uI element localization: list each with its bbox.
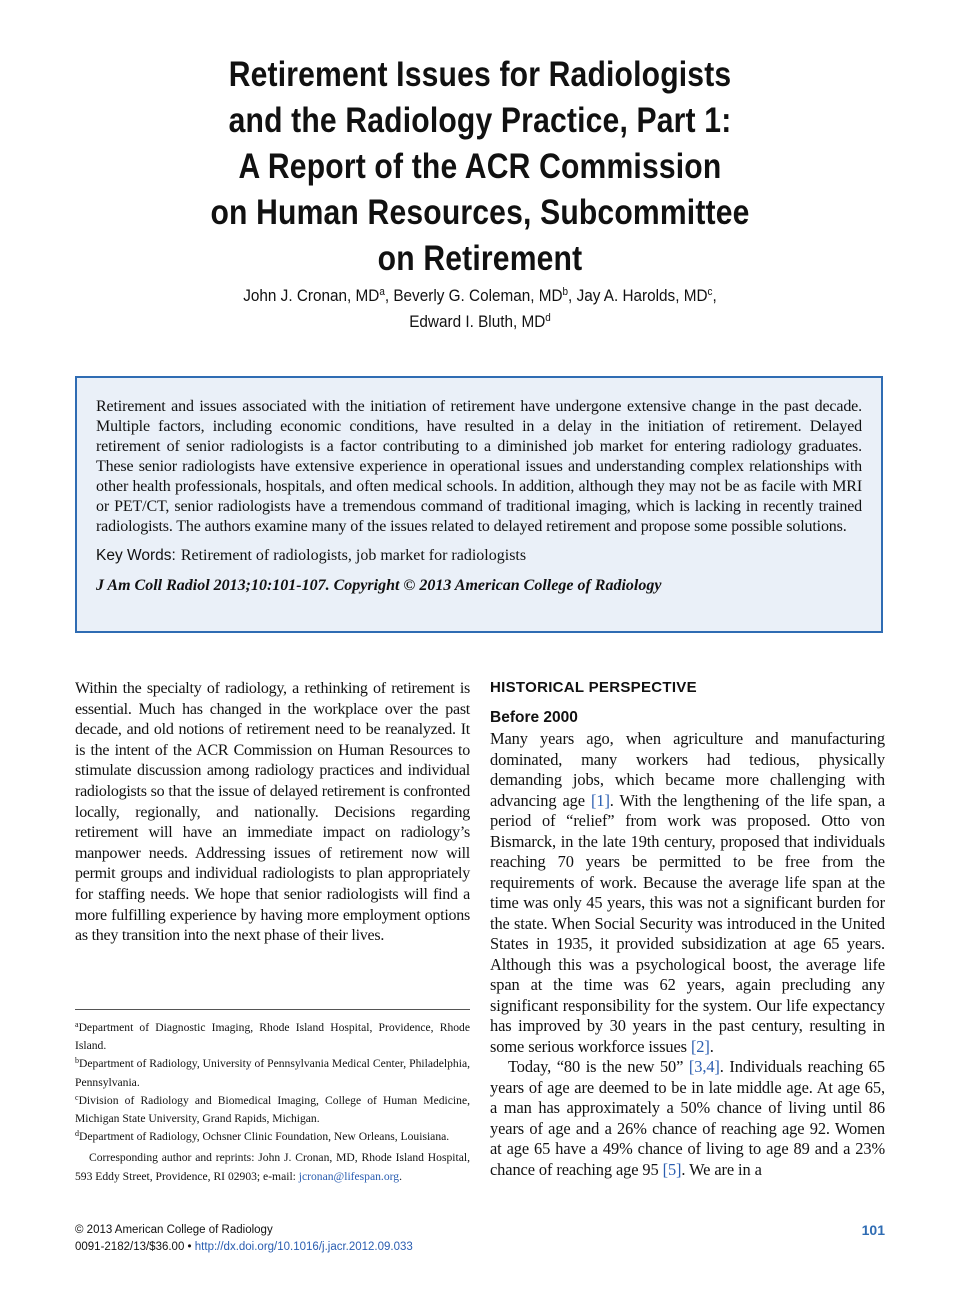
author-list: John J. Cronan, $MD^a$, Beverly G. Coleman, $MD^b$, Jay A. Harolds, $MD^c$, Edward I. Bluth, $MD^d$ xyxy=(243,286,717,331)
author-name: John J. Cronan, MD xyxy=(243,286,380,305)
reference-link[interactable]: [3,4] xyxy=(688,1057,720,1076)
affiliation-item: $^b$Department of Radiology, University of Pennsylvania Medical Center, Philadelphia, Pennsylvania. xyxy=(75,1056,470,1089)
journal-citation: J Am Coll Radiol 2013;10:101-107. Copyright © 2013 American College of Radiology xyxy=(96,577,662,594)
body-paragraph: Many years ago, when agriculture and manufacturing dominated, many workers had tedious, physically demanding jobs, which became more challenging with advancing age [1]. With the lengthening of the life span, a period of “relief” from work was proposed. Otto von Bismarck, in the late 19th century, proposed that individuals reaching 70 years be permitted to be free from the requirements of work. Because the average life span at the time was only 45 years, this was not a significant burden for the state. When Social Security was introduced in the United States in 1935, it provided subsidization at age 65 years. Although this was a psychological boost, the average life span at the time was 62 years, again precluding any significant responsibility for the system. Our life expectancy has improved by 30 years in the past century, resulting in some serious workforce issues [2]. xyxy=(490,729,885,1056)
abstract-text: Retirement and issues associated with the initiation of retirement have undergone extensive change in the past decade. Multiple factors, including economic conditions, have resulted in a delay in the initiation of retirement. Delayed retirement of senior radiologists is a factor contributing to a diminished job market for entering radiology graduates. These senior radiologists have extensive experience in operational issues and understanding complex relationships with other health professionals, hospitals, and often medical schools. In addition, although they may not be as facile with MRI or PET/CT, senior radiologists have a tremendous command of traditional imaging, which is lacking in recently trained radiologists. The authors examine many of the issues related to delayed retirement and propose some possible solutions. xyxy=(96,398,862,535)
author-name: Beverly G. Coleman, MD xyxy=(393,286,563,305)
correspondence-note: Corresponding author and reprints: John J. Cronan, MD, Rhode Island Hospital, 593 Eddy Street, Providence, RI 02903; e-mail: jcronan@lifespan.org. xyxy=(75,1151,470,1183)
reference-link[interactable]: [1] xyxy=(590,790,610,810)
doi-link[interactable]: http://dx.doi.org/10.1016/j.jacr.2012.09.033 xyxy=(194,1241,413,1253)
section-heading: HISTORICAL PERSPECTIVE xyxy=(490,679,697,696)
abstract-box xyxy=(75,376,883,633)
author-affiliation-mark: d xyxy=(545,312,551,324)
article-title xyxy=(136,52,824,282)
title-line: on Retirement xyxy=(377,239,583,278)
page-footer xyxy=(75,1222,885,1256)
title-line: and the Radiology Practice, Part 1: xyxy=(228,101,732,140)
author-name: Jay A. Harolds, MD xyxy=(576,286,708,305)
title-line: on Human Resources, Subcommittee xyxy=(210,193,750,232)
copyright-line: © 2013 American College of Radiology xyxy=(75,1224,273,1236)
keywords-text: Retirement of radiologists, job market for radiologists xyxy=(180,547,527,564)
author-name: Edward I. Bluth, MD xyxy=(409,312,546,331)
issn-doi-line: 0091-2182/13/$36.00 • http://dx.doi.org/10.1016/j.jacr.2012.09.033 xyxy=(75,1241,413,1253)
subsection-heading: Before 2000 xyxy=(490,709,578,726)
affiliation-item: $^a$Department of Diagnostic Imaging, Rhode Island Hospital, Providence, Rhode Island. xyxy=(75,1020,470,1053)
left-column xyxy=(75,679,470,947)
introduction-paragraph: Within the specialty of radiology, a rethinking of retirement is essential. Much has changed in the workplace over the past decade, and old notions of retirement need to be reanalyzed. It is the intent of the ACR Commission on Human Resources to stimulate discussion among radiology practices and individual radiologists so that the issue of delayed retirement is confronted locally, regionally, and nationally. Decisions regarding retirement will have an immediate impact on radiology’s manpower needs. Addressing issues of retirement now will permit groups and individual radiologists to plan appropriately for staffing needs. We hope that senior radiologists will find a more fulfilling experience by having more employment options as they transition into the next phase of their lives. xyxy=(75,680,470,945)
affiliation-item: $^d$Department of Radiology, Ochsner Clinic Foundation, New Orleans, Louisiana. xyxy=(75,1129,450,1144)
affiliation-footnotes xyxy=(75,1019,470,1186)
author-affiliation-mark: b xyxy=(562,286,569,298)
author-email-link[interactable]: jcronan@lifespan.org xyxy=(298,1169,400,1183)
author-affiliation-mark: c xyxy=(707,286,713,298)
page-number: 101 xyxy=(861,1222,885,1238)
footnote-divider xyxy=(75,1009,470,1010)
title-line: Retirement Issues for Radiologists xyxy=(228,55,732,94)
keywords xyxy=(96,546,862,566)
right-column xyxy=(490,679,885,1180)
body-paragraph: Today, “80 is the new 50” [3,4]. Individuals reaching 65 years of age are deemed to be in late middle age. At age 65, a man has approximately a 50% chance of living until 86 years of age and a 26% chance of reaching age 92. Women at age 65 have a 49% chance of living to age 89 and a 23% chance of reaching age 95 [5]. We are in a xyxy=(490,1057,885,1179)
author-affiliation-mark: a xyxy=(379,286,385,298)
reference-link[interactable]: [5] xyxy=(662,1159,682,1179)
title-line: A Report of the ACR Commission xyxy=(238,147,722,186)
reference-link[interactable]: [2] xyxy=(690,1036,710,1056)
keywords-label: Key Words: xyxy=(96,547,176,564)
affiliation-item: $^c$Division of Radiology and Biomedical Imaging, College of Human Medicine, Michigan State University, Grand Rapids, Michigan. xyxy=(75,1092,470,1126)
